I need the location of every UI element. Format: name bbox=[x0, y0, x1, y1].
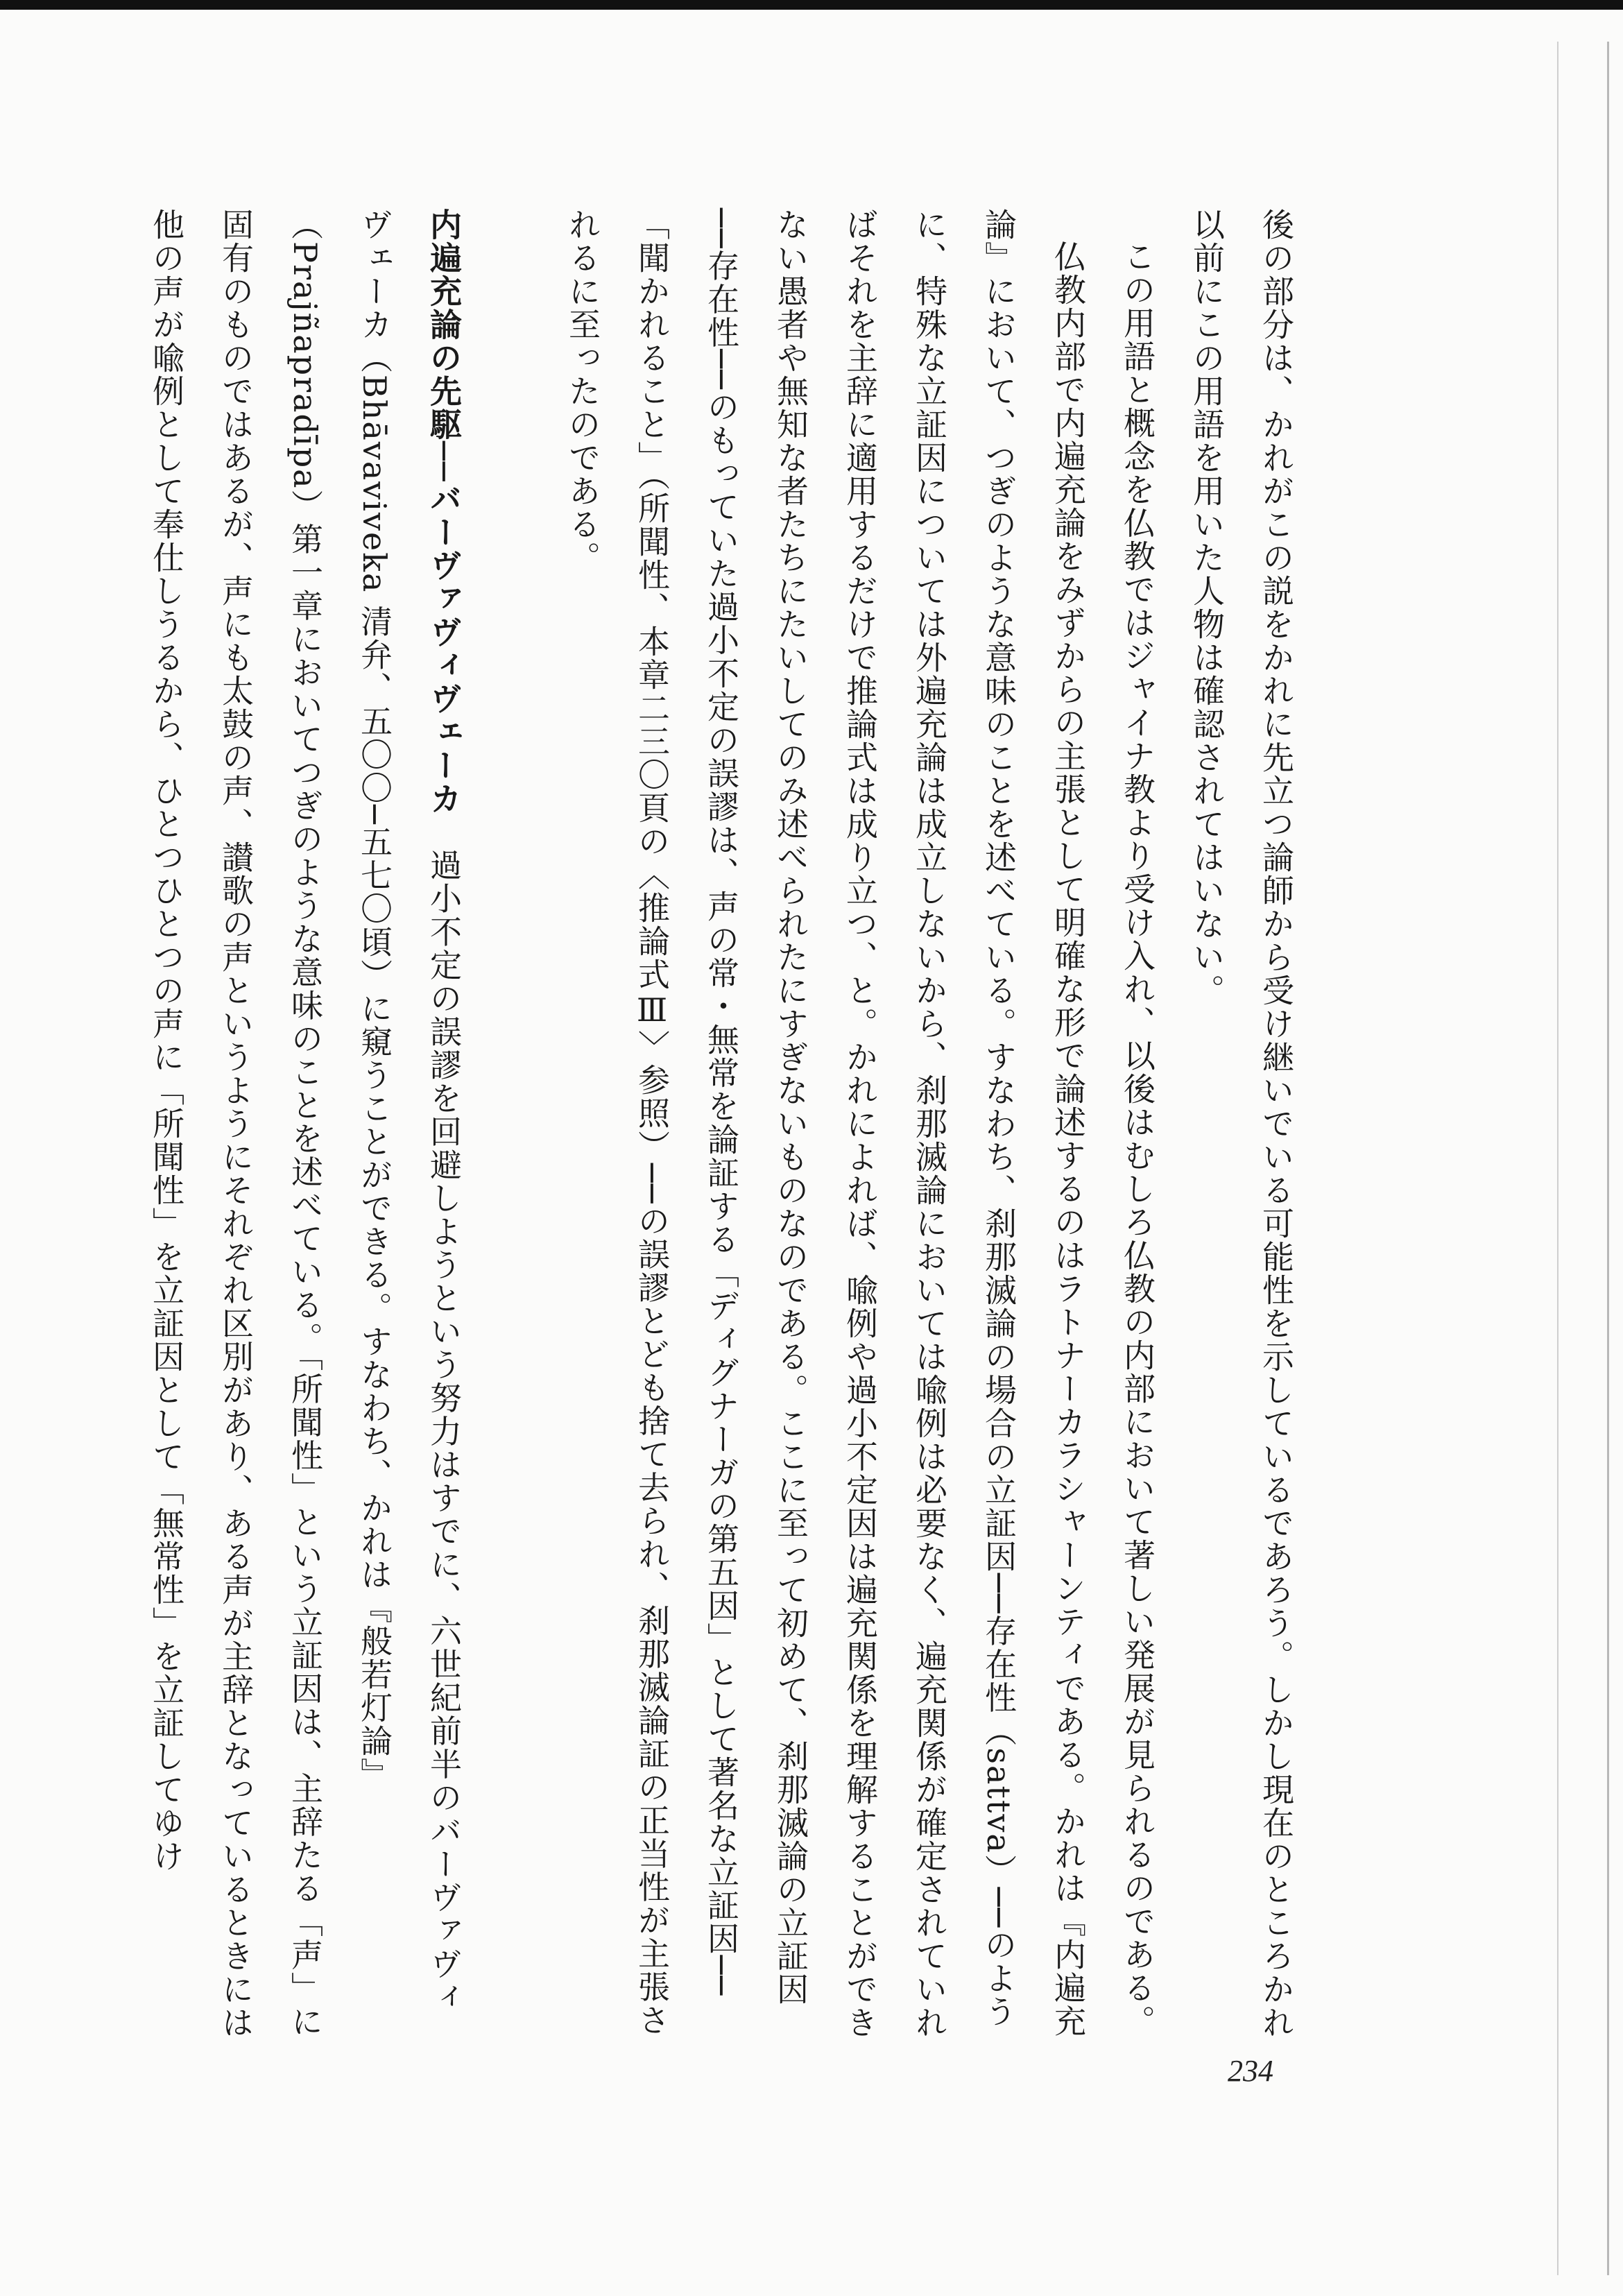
top-scan-border bbox=[0, 0, 1623, 10]
section-block bbox=[132, 208, 479, 2039]
vertical-body-text bbox=[148, 208, 1311, 2039]
paragraph-1: 後の部分は、かれがこの説をかれに先立つ論師から受け継いでいる可能性を示しているであろう。しかし現在のところかれ以前にこの用語を用いた人物は確認されてはいない。 bbox=[1188, 208, 1295, 2039]
binding-edge bbox=[1557, 42, 1609, 2275]
page-number: 234 bbox=[1228, 2054, 1273, 2088]
paragraph-3: 仏教内部で内遍充論をみずからの主張として明確な形で論述するのはラトナーカラシャーンティである。かれは『内遍充論』において、つぎのような意味のことを述べている。すなわち、刹那滅論の場合の立証因──存在性（sattva）──のように、特殊な立証因については外遍充論は成立しないから、刹那滅論においては喩例は必要なく、遍充関係が確定されていればそれを主辞に適用するだけで推論式は成り立つ、と。かれによれば、喩例や過小不定因は遍充関係を理解することができない愚者や無知な者たちにたいしてのみ述べられたにすぎないものなのである。ここに至って初めて、刹那滅論の立証因──存在性──のもっていた過小不定の誤謬は、声の常・無常を論証する「ディグナーガの第五因」として著名な立証因──「聞かれること」（所聞性、本章二三〇頁の〈推論式Ⅲ〉参照）──の誤謬とども捨て去られ、刹那滅論証の正当性が主張されるに至ったのである。 bbox=[564, 208, 1087, 2039]
section-text: 過小不定の誤謬を回避しようという努力はすでに、六世紀前半のバーヴァヴィヴェーカ（Bhāvaviveka 清弁、五〇〇─五七〇頃）に窺うことができる。すなわち、かれは『般若灯論』（Prajñapradīpa）第一章においてつぎのような意味のことを述べている。「所聞性」という立証因は、主辞たる「声」に固有のものではあるが、声にも太鼓の声、讃歌の声というようにそれぞれ区別があり、ある声が主辞となっているときには他の声が喩例として奉仕しうるから、ひとつひとつの声に「所聞性」を立証因として「無常性」を立証してゆけ bbox=[148, 208, 463, 2039]
section-heading: 内遍充論の先駆──バーヴァヴィヴェーカ bbox=[425, 208, 463, 816]
paragraph-2: この用語と概念を仏教ではジャイナ教より受け入れ、以後はむしろ仏教の内部において著しい発展が見られるのである。 bbox=[1119, 240, 1156, 2038]
